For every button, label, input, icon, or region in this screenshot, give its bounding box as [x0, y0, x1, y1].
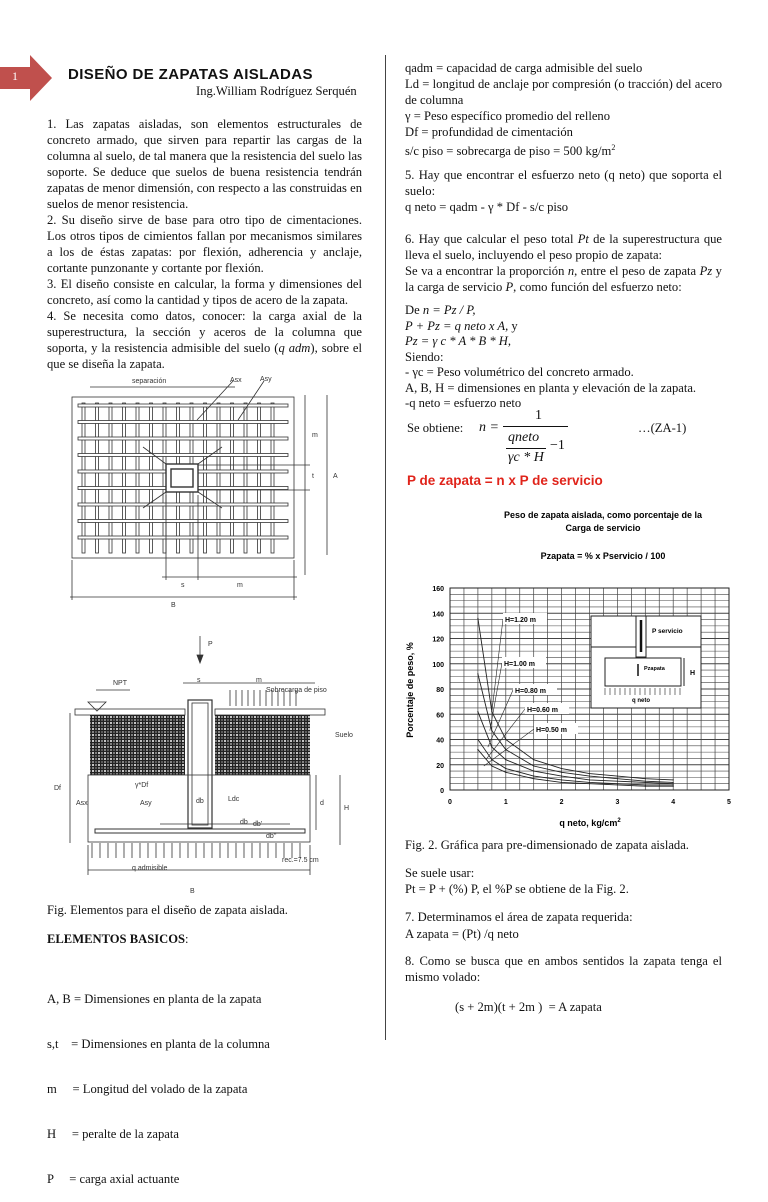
data-point	[617, 776, 618, 777]
y-tick-label: 160	[432, 586, 444, 593]
use-1: Se suele usar:	[405, 866, 475, 880]
data-point	[477, 739, 478, 740]
data-point	[533, 759, 534, 760]
data-point	[491, 746, 492, 747]
y-tick-label: 120	[432, 636, 444, 644]
label-m: m	[312, 432, 318, 439]
t: Pz	[699, 264, 713, 278]
formula-n: n =	[479, 420, 499, 435]
x-axis-sup: 2	[617, 818, 621, 824]
inset-pzapata: Pzapata	[644, 666, 665, 672]
label-d: d	[320, 800, 324, 807]
data-point	[477, 673, 478, 674]
formula-qneto: qneto	[508, 430, 540, 445]
list-item: m = Longitud del volado de la zapata	[47, 1082, 248, 1096]
p4-text-end: ), sobre el que se diseña la zapata.	[47, 341, 362, 371]
def-sc-text: s/c piso = sobrecarga de piso = 500 kg/m	[405, 144, 612, 159]
use-2: Pt = P + (%) P, el %P se obtiene de la Fig. 2.	[405, 882, 629, 896]
paragraph-3: 3. El diseño consiste en calcular, la forma y dimensiones del concreto, así como la cantidad y tipos de acero de la zapata.	[47, 277, 362, 307]
label-t: t	[312, 473, 314, 480]
data-point	[505, 772, 506, 773]
label-gamma-df: γ*Df	[135, 782, 149, 789]
data-point	[477, 749, 478, 750]
data-point	[673, 786, 674, 787]
t: P + Pz = q neto x A,	[405, 318, 509, 333]
t: Se va a encontrar la proporción	[405, 264, 568, 278]
label-leader	[484, 729, 534, 766]
t: y	[508, 318, 518, 333]
siendo: Siendo:	[405, 349, 444, 364]
fig1-caption: Fig. Elementos para el diseño de zapata aislada.	[47, 903, 288, 917]
data-point	[491, 730, 492, 731]
series-label: H=1.00 m	[504, 661, 535, 668]
data-point	[477, 711, 478, 712]
label-asy2: Asy	[140, 800, 152, 807]
y-tick-label: 140	[432, 611, 444, 619]
label-q-admisible: q admisible	[132, 865, 168, 872]
elements-heading-text: ELEMENTOS BASICOS	[47, 932, 185, 946]
chart-title-2: Carga de servicio	[565, 523, 641, 533]
label-m2: m	[237, 582, 243, 589]
label-db2: db'	[253, 821, 263, 828]
page-number: 1	[12, 69, 18, 83]
series-label: H=0.80 m	[515, 688, 546, 695]
document-title: DISEÑO DE ZAPATAS AISLADAS	[68, 66, 313, 83]
data-point	[673, 783, 674, 784]
inset-footing	[605, 658, 681, 686]
colon: :	[185, 932, 189, 946]
label-asx2: Asx	[76, 800, 88, 807]
x-tick-label: 4	[671, 799, 676, 806]
paragraph-1: 1. Las zapatas aisladas, son elementos estructurales de concreto armado, que sirven para repartir las cargas de la columna al suelo, de tal manera que la resistencia del suelo las soporte. Se deduce que suelos de buena resistencia tendrán zapatas de menor dimensión, con respecto a las construidas en suelos de menor resistencia.	[47, 117, 362, 211]
data-point	[533, 776, 534, 777]
x-axis-label: q neto, $kg/cm^2$	[559, 818, 621, 828]
y-tick-label: 100	[432, 661, 444, 669]
y-axis-label: Porcentaje de peso, %	[405, 642, 415, 738]
def-abh: A, B, H = dimensiones en planta y elevación de la zapata.	[405, 380, 697, 395]
def-ld: Ld = longitud de anclaje por compresión (o tracción) del acero de columna	[405, 77, 722, 107]
data-point	[589, 773, 590, 774]
label-df: Df	[54, 785, 61, 792]
label-ldc: Ldc	[228, 796, 240, 803]
formula-minus: −1	[550, 438, 565, 453]
data-point	[589, 783, 590, 784]
data-point	[617, 784, 618, 785]
t: n = Pz / P,	[422, 303, 476, 317]
author: Ing.William Rodríguez Serquén	[196, 84, 357, 98]
formula-num: 1	[535, 408, 542, 423]
label-m3: m	[256, 677, 262, 684]
def-qneto: -q neto = esfuerzo neto	[405, 396, 522, 410]
t: 6. Hay que calcular el peso total	[405, 232, 578, 246]
label-db1: db	[240, 819, 248, 826]
list-item: P = carga axial actuante	[47, 1172, 180, 1186]
step-7-eq: A zapata = (Pt) /q neto	[405, 927, 519, 941]
label-asx: Asx	[230, 377, 242, 384]
data-point	[561, 772, 562, 773]
x-tick-label: 5	[727, 799, 731, 806]
data-point	[617, 781, 618, 782]
t: De	[405, 303, 423, 317]
label-db: db	[196, 798, 204, 805]
t: , entre el peso de zapata	[574, 264, 700, 278]
data-point	[673, 782, 674, 783]
label-sobrecarga: Sobrecarga de piso	[266, 687, 327, 694]
paragraph-2: 2. Su diseño sirve de base para otro tipo de cimentaciones. Los otros tipos de cimientos fallan por mecanismos similares a los de éstas zapatas: por flexión, adherencia y anclaje, cortante punzonante y cortante por flexión.	[47, 213, 362, 275]
formula-den: γc * H	[508, 450, 544, 465]
step-8: 8. Como se busca que en ambos sentidos la zapata tenga el mismo volado:	[405, 954, 722, 984]
inset-q-neto: q neto	[632, 698, 650, 704]
p4-text: 4. Se necesita como datos, conocer: la carga axial de la superestructura, la sección y aceros de la columna que soporta, y la resistencia admisible del suelo (	[47, 309, 362, 355]
t: , como función del esfuerzo neto:	[513, 280, 682, 294]
label-h: H	[344, 805, 350, 812]
t: P	[505, 280, 514, 294]
data-point	[491, 765, 492, 766]
t: de la superestructura que lleva el suelo, incluyendo el peso propio de zapata:	[405, 232, 722, 262]
label-npt: NPT	[113, 680, 127, 687]
q-adm: q adm	[278, 341, 311, 355]
t: y la carga de servicio	[405, 264, 722, 294]
label-b2: B	[190, 888, 195, 895]
label-b: B	[171, 602, 176, 609]
label-a: A	[333, 473, 338, 480]
data-point	[533, 765, 534, 766]
def-gamma-c: - γc = Peso volumétrico del concreto armado.	[405, 365, 634, 379]
data-point	[645, 786, 646, 787]
obtiene-label: Se obtiene:	[407, 421, 464, 435]
data-point	[645, 781, 646, 782]
data-point	[505, 768, 506, 769]
data-point	[589, 779, 590, 780]
data-point	[561, 779, 562, 780]
sup: 2	[611, 143, 616, 152]
label-asy: Asy	[260, 376, 272, 383]
list-item: A, B = Dimensiones en planta de la zapata	[47, 992, 262, 1006]
data-point	[645, 784, 646, 785]
data-point	[589, 782, 590, 783]
t: Pt	[577, 232, 589, 246]
x-tick-label: 3	[615, 799, 620, 806]
label-separacion: separación	[132, 378, 167, 385]
y-tick-label: 60	[436, 712, 444, 720]
step-8-eq: (s + 2m)(t + 2m ) = A zapata	[455, 1000, 602, 1014]
data-point	[617, 783, 618, 784]
fig2-caption: Fig. 2. Gráfica para pre-dimensionado de zapata aislada.	[405, 838, 689, 852]
label-p: P	[208, 641, 213, 648]
list-item: H = peralte de la zapata	[47, 1127, 179, 1141]
data-point	[617, 778, 618, 779]
data-point	[505, 739, 506, 740]
series-label: H=0.50 m	[536, 727, 567, 734]
data-point	[477, 618, 478, 619]
data-point	[561, 782, 562, 783]
x-tick-label: 2	[559, 799, 564, 806]
data-point	[673, 779, 674, 780]
label-s: s	[181, 582, 185, 589]
data-point	[589, 776, 590, 777]
t: Pz = γ c * A * B * H,	[405, 334, 512, 348]
data-point	[533, 778, 534, 779]
series-label: H=0.60 m	[527, 707, 558, 714]
t: n	[567, 264, 575, 278]
data-point	[561, 768, 562, 769]
inset-h: H	[690, 670, 696, 677]
chart-title: Peso de zapata aislada, como porcentaje de la	[503, 510, 703, 520]
label-suelo: Suelo	[335, 732, 353, 739]
data-point	[645, 778, 646, 779]
label-s2: s	[197, 677, 201, 684]
x-tick-label: 0	[448, 799, 452, 806]
step-7: 7. Determinamos el área de zapata requerida:	[405, 910, 633, 924]
x-tick-label: 1	[503, 799, 508, 806]
step-5-equation: q neto = qadm - γ * Df - s/c piso	[405, 200, 569, 214]
label-db3: db''	[266, 833, 277, 840]
y-tick-label: 0	[440, 788, 444, 795]
def-qadm: qadm = capacidad de carga admisible del suelo	[405, 61, 643, 75]
data-point	[533, 770, 534, 771]
chart-subtitle: Pzapata = % x Pservicio / 100	[540, 551, 666, 561]
data-point	[645, 782, 646, 783]
formula-ref: …(ZA-1)	[638, 421, 687, 435]
step-5-text: 5. Hay que encontrar el esfuerzo neto (q neto) que soporta el suelo:	[405, 168, 722, 198]
label-rec: rec.=7.5 cm	[282, 857, 319, 864]
data-point	[561, 776, 562, 777]
def-df: Df = profundidad de cimentación	[405, 125, 573, 139]
data-point	[673, 784, 674, 785]
list-item: s,t = Dimensiones en planta de la columna	[47, 1037, 270, 1051]
def-gamma: γ = Peso específico promedio del relleno	[405, 109, 611, 123]
red-formula: P de zapata = n x P de servicio	[407, 473, 603, 488]
inset-p-servicio: P servicio	[652, 628, 683, 635]
y-tick-label: 20	[436, 762, 444, 770]
y-tick-label: 80	[436, 687, 444, 694]
y-tick-label: 40	[436, 737, 444, 745]
series-label: H=1.20 m	[505, 617, 536, 624]
data-point	[505, 759, 506, 760]
